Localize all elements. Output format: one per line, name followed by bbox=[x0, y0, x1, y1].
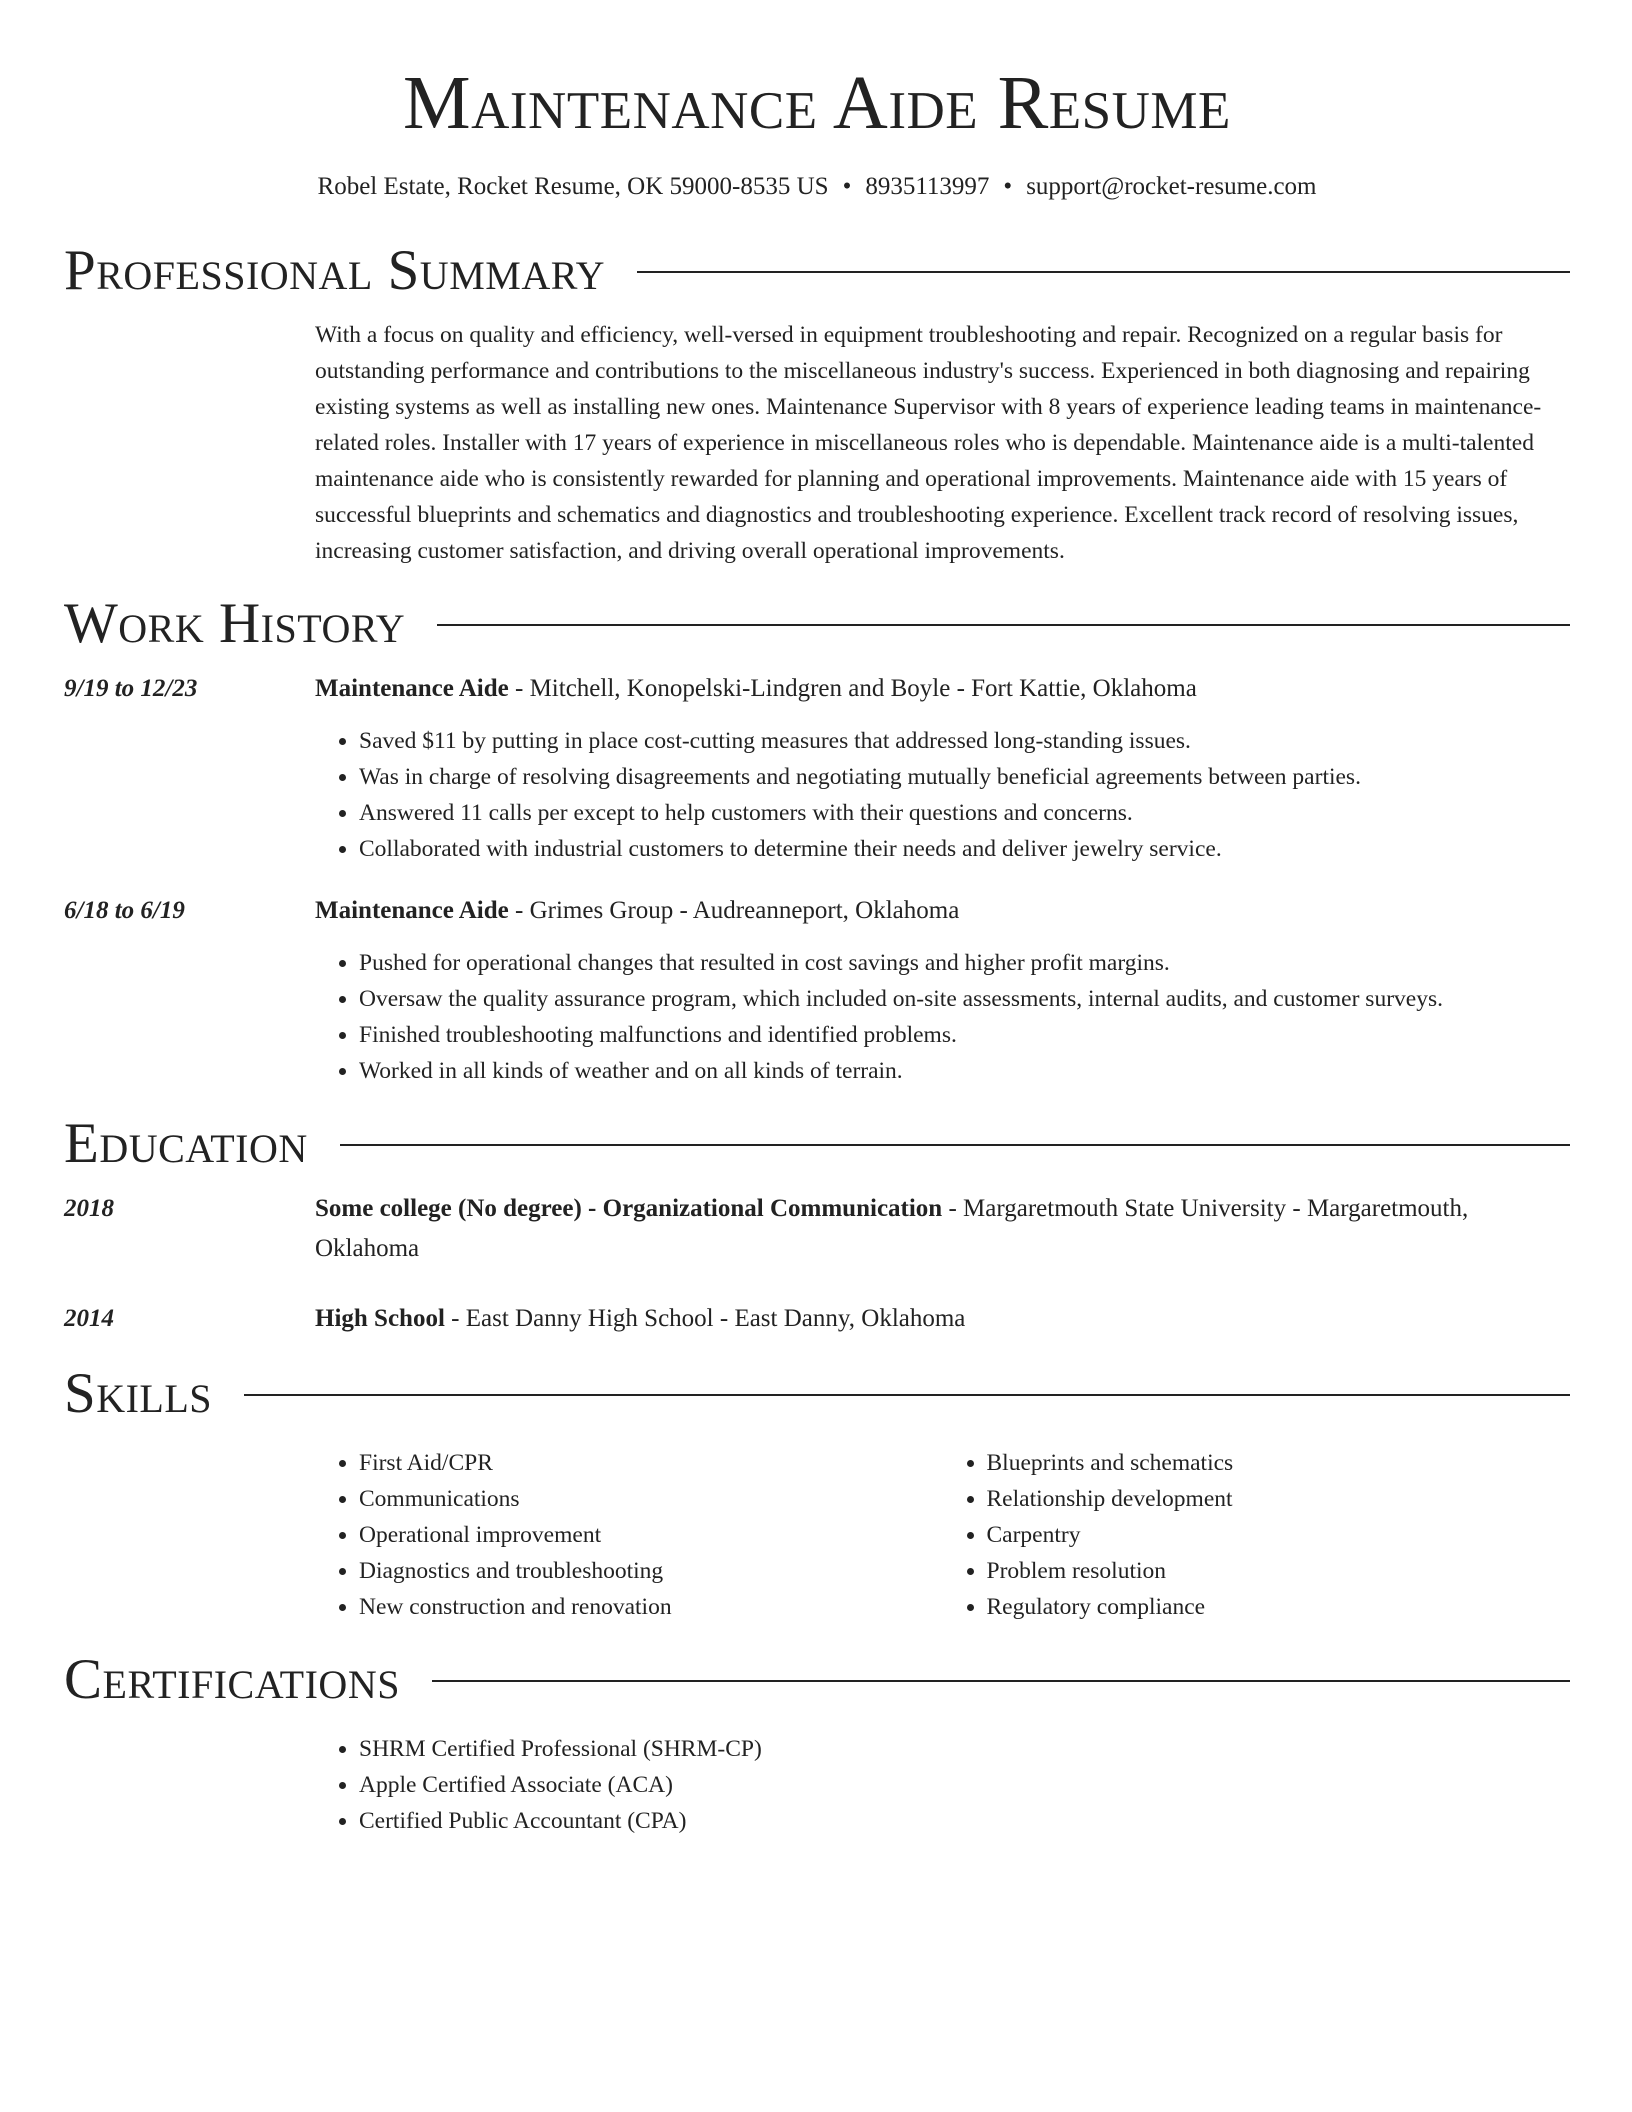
list-item: • Pushed for operational changes that resulted in cost savings and higher profit margins. bbox=[359, 945, 1570, 981]
list-item: • Apple Certified Associate (ACA) bbox=[359, 1767, 1570, 1803]
summary-heading: Professional Summary bbox=[64, 239, 606, 302]
education-year: 2014 bbox=[64, 1305, 114, 1332]
list-item: • SHRM Certified Professional (SHRM-CP) bbox=[359, 1731, 1570, 1767]
summary-body bbox=[315, 317, 1570, 569]
section-divider bbox=[432, 1680, 1570, 1682]
resume-title: Maintenance Aide Resume bbox=[403, 61, 1231, 145]
education-degree: High School bbox=[315, 1305, 445, 1332]
education-main bbox=[315, 1189, 1570, 1269]
education-headline bbox=[315, 1299, 1570, 1339]
education-year: 2018 bbox=[64, 1195, 114, 1222]
job-entry bbox=[64, 891, 1570, 1089]
section-divider bbox=[244, 1394, 1570, 1396]
resume-page bbox=[64, 0, 1570, 1839]
summary-section-header bbox=[64, 238, 1570, 304]
job-details: - Grimes Group - Audreanneport, Oklahoma bbox=[508, 897, 960, 924]
list-item: • Carpentry bbox=[987, 1517, 1571, 1553]
list-item: • First Aid/CPR bbox=[359, 1445, 943, 1481]
list-item: • Oversaw the quality assurance program, which included on-site assessments, internal audits, and customer surveys. bbox=[359, 981, 1570, 1017]
certifications-section-header bbox=[64, 1647, 1570, 1713]
list-item: • Certified Public Accountant (CPA) bbox=[359, 1803, 1570, 1839]
education-entry bbox=[64, 1299, 1570, 1339]
contact-separator: • bbox=[1003, 173, 1013, 200]
skills-column-left bbox=[315, 1445, 943, 1625]
education-details: - East Danny High School - East Danny, Oklahoma bbox=[444, 1305, 966, 1332]
job-dates: 6/18 to 6/19 bbox=[64, 897, 185, 924]
education-degree: Some college (No degree) - Organizational Communication bbox=[315, 1195, 943, 1222]
education-entry bbox=[64, 1189, 1570, 1269]
list-item: • Saved $11 by putting in place cost-cutting measures that addressed long-standing issues. bbox=[359, 723, 1570, 759]
list-item: • Worked in all kinds of weather and on all kinds of terrain. bbox=[359, 1053, 1570, 1089]
job-title: Maintenance Aide bbox=[315, 675, 509, 702]
education-section-header bbox=[64, 1111, 1570, 1177]
job-main bbox=[315, 891, 1570, 1089]
list-item: • Collaborated with industrial customers to determine their needs and deliver jewelry service. bbox=[359, 831, 1570, 867]
list-item: • Operational improvement bbox=[359, 1517, 943, 1553]
skills-list bbox=[315, 1445, 1570, 1625]
list-item: • New construction and renovation bbox=[359, 1589, 943, 1625]
list-item: • Finished troubleshooting malfunctions and identified problems. bbox=[359, 1017, 1570, 1053]
contact-address: Robel Estate, Rocket Resume, OK 59000-8535 US bbox=[317, 173, 829, 200]
list-item: • Problem resolution bbox=[987, 1553, 1571, 1589]
list-item: • Was in charge of resolving disagreements and negotiating mutually beneficial agreements between parties. bbox=[359, 759, 1570, 795]
education-main bbox=[315, 1299, 1570, 1339]
job-bullets bbox=[315, 945, 1570, 1089]
summary-text: With a focus on quality and efficiency, well-versed in equipment troubleshooting and repair. Recognized on a regular basis for outstanding performance and contributions to the miscellaneous industry's success. Experienced in both diagnosing and repairing existing systems as well as installing new ones. Maintenance Supervisor with 8 years of experience leading teams in maintenance-related roles. Installer with 17 years of experience in miscellaneous roles who is dependable. Maintenance aide is a multi-talented maintenance aide who is consistently rewarded for planning and operational improvements. Maintenance aide with 15 years of successful blueprints and schematics and diagnostics and troubleshooting experience. Excellent track record of resolving issues, increasing customer satisfaction, and driving overall operational improvements. bbox=[315, 322, 1542, 564]
job-details: - Mitchell, Konopelski-Lindgren and Boyle - Fort Kattie, Oklahoma bbox=[508, 675, 1197, 702]
job-dates: 9/19 to 12/23 bbox=[64, 675, 198, 702]
section-divider bbox=[437, 624, 1570, 626]
job-bullets bbox=[315, 723, 1570, 867]
job-main bbox=[315, 669, 1570, 867]
section-divider bbox=[340, 1144, 1570, 1146]
contact-phone: 8935113997 bbox=[865, 173, 990, 200]
contact-line bbox=[64, 170, 1570, 204]
job-headline bbox=[315, 891, 1570, 931]
list-item: • Communications bbox=[359, 1481, 943, 1517]
work-heading: Work History bbox=[64, 592, 406, 655]
certifications-list bbox=[315, 1731, 1570, 1839]
job-entry bbox=[64, 669, 1570, 867]
section-divider bbox=[637, 271, 1570, 273]
certifications-heading: Certifications bbox=[64, 1648, 400, 1711]
education-heading: Education bbox=[64, 1112, 308, 1175]
work-section-header bbox=[64, 591, 1570, 657]
list-item: • Relationship development bbox=[987, 1481, 1571, 1517]
skills-heading: Skills bbox=[64, 1362, 213, 1425]
skills-section-header bbox=[64, 1361, 1570, 1427]
education-headline bbox=[315, 1189, 1570, 1269]
certifications-body bbox=[315, 1731, 1570, 1839]
job-headline bbox=[315, 669, 1570, 709]
list-item: • Blueprints and schematics bbox=[987, 1445, 1571, 1481]
contact-separator: • bbox=[842, 173, 852, 200]
job-title: Maintenance Aide bbox=[315, 897, 509, 924]
education-details: - Margaretmouth State University - Margaretmouth, Oklahoma bbox=[315, 1195, 1469, 1262]
contact-email: support@rocket-resume.com bbox=[1026, 173, 1317, 200]
list-item: • Diagnostics and troubleshooting bbox=[359, 1553, 943, 1589]
list-item: • Regulatory compliance bbox=[987, 1589, 1571, 1625]
list-item: • Answered 11 calls per except to help customers with their questions and concerns. bbox=[359, 795, 1570, 831]
skills-column-right bbox=[943, 1445, 1571, 1625]
